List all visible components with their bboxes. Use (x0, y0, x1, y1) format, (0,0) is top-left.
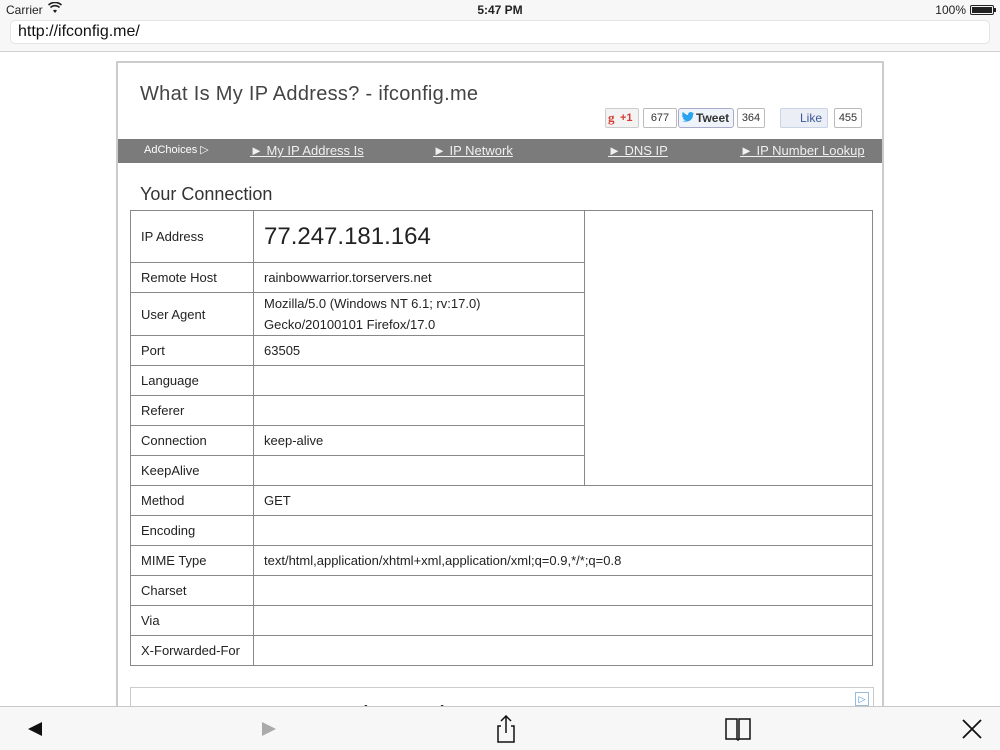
tweet-button[interactable] (678, 108, 734, 128)
row-label: Charset (131, 576, 254, 606)
row-label: Via (131, 606, 254, 636)
table-row (131, 486, 873, 516)
forward-icon[interactable] (256, 715, 288, 743)
adchoices-link[interactable] (144, 143, 209, 156)
back-icon[interactable] (22, 715, 54, 743)
google-g-icon: g (608, 110, 615, 125)
nav-dns-ip[interactable]: ► DNS IP (608, 143, 668, 158)
ip-address-value: 77.247.181.164 (254, 211, 585, 263)
table-row (131, 211, 873, 263)
page-title: What Is My IP Address? - ifconfig.me (140, 83, 479, 105)
adchoices-icon: ▷ (200, 144, 209, 156)
row-value (254, 396, 585, 426)
connection-table (130, 210, 873, 666)
url-field[interactable]: http://ifconfig.me/ (10, 20, 990, 44)
row-label: KeepAlive (131, 456, 254, 486)
row-label: Connection (131, 426, 254, 456)
row-value: 63505 (254, 336, 585, 366)
table-row (131, 516, 873, 546)
facebook-like-button[interactable]: Like (780, 108, 828, 128)
row-value: rainbowwarrior.torservers.net (254, 263, 585, 293)
ad-space (585, 211, 873, 486)
battery-icon (970, 5, 994, 15)
row-value (254, 516, 873, 546)
row-value (254, 456, 585, 486)
browser-toolbar (0, 706, 1000, 750)
row-label: Referer (131, 396, 254, 426)
section-title: Your Connection (140, 184, 273, 204)
google-plus-button[interactable] (605, 108, 639, 128)
table-row (131, 546, 873, 576)
share-icon[interactable] (490, 715, 522, 743)
twitter-bird-icon (681, 110, 695, 128)
battery-percent: 100% (935, 3, 966, 17)
row-label: X-Forwarded-For (131, 636, 254, 666)
address-bar-area (0, 20, 1000, 52)
table-row (131, 606, 873, 636)
bookmarks-icon[interactable] (722, 715, 754, 743)
row-label: Port (131, 336, 254, 366)
row-value (254, 606, 873, 636)
row-label: Method (131, 486, 254, 516)
tweet-count: 364 (737, 108, 765, 128)
web-page (116, 61, 884, 721)
row-value (254, 366, 585, 396)
nav-ip-network[interactable]: ► IP Network (433, 143, 513, 158)
carrier-label: Carrier (6, 3, 43, 17)
nav-ip-number-lookup[interactable]: ► IP Number Lookup (740, 143, 865, 158)
row-value: GET (254, 486, 873, 516)
row-label: User Agent (131, 293, 254, 336)
gplus-count: 677 (643, 108, 677, 128)
row-value (254, 576, 873, 606)
row-label: MIME Type (131, 546, 254, 576)
row-label: Remote Host (131, 263, 254, 293)
status-bar (0, 0, 1000, 20)
adchoices-icon[interactable]: ▷ (855, 692, 869, 706)
close-icon[interactable] (956, 715, 988, 743)
row-label: Language (131, 366, 254, 396)
row-label: IP Address (131, 211, 254, 263)
row-value (254, 636, 873, 666)
row-value: keep-alive (254, 426, 585, 456)
table-row (131, 636, 873, 666)
row-value: text/html,application/xhtml+xml,application/xml;q=0.9,*/*;q=0.8 (254, 546, 873, 576)
table-row (131, 576, 873, 606)
adchoices-label: AdChoices (144, 144, 198, 156)
nav-my-ip-address[interactable]: ► My IP Address Is (250, 143, 364, 158)
row-label: Encoding (131, 516, 254, 546)
nav-bar (118, 139, 882, 163)
like-count: 455 (834, 108, 862, 128)
clock: 5:47 PM (477, 3, 523, 17)
gplus-label: +1 (620, 112, 633, 124)
user-agent-value: Mozilla/5.0 (Windows NT 6.1; rv:17.0) Gecko/20100101 Firefox/17.0 (254, 293, 585, 336)
tweet-label: Tweet (696, 111, 730, 125)
